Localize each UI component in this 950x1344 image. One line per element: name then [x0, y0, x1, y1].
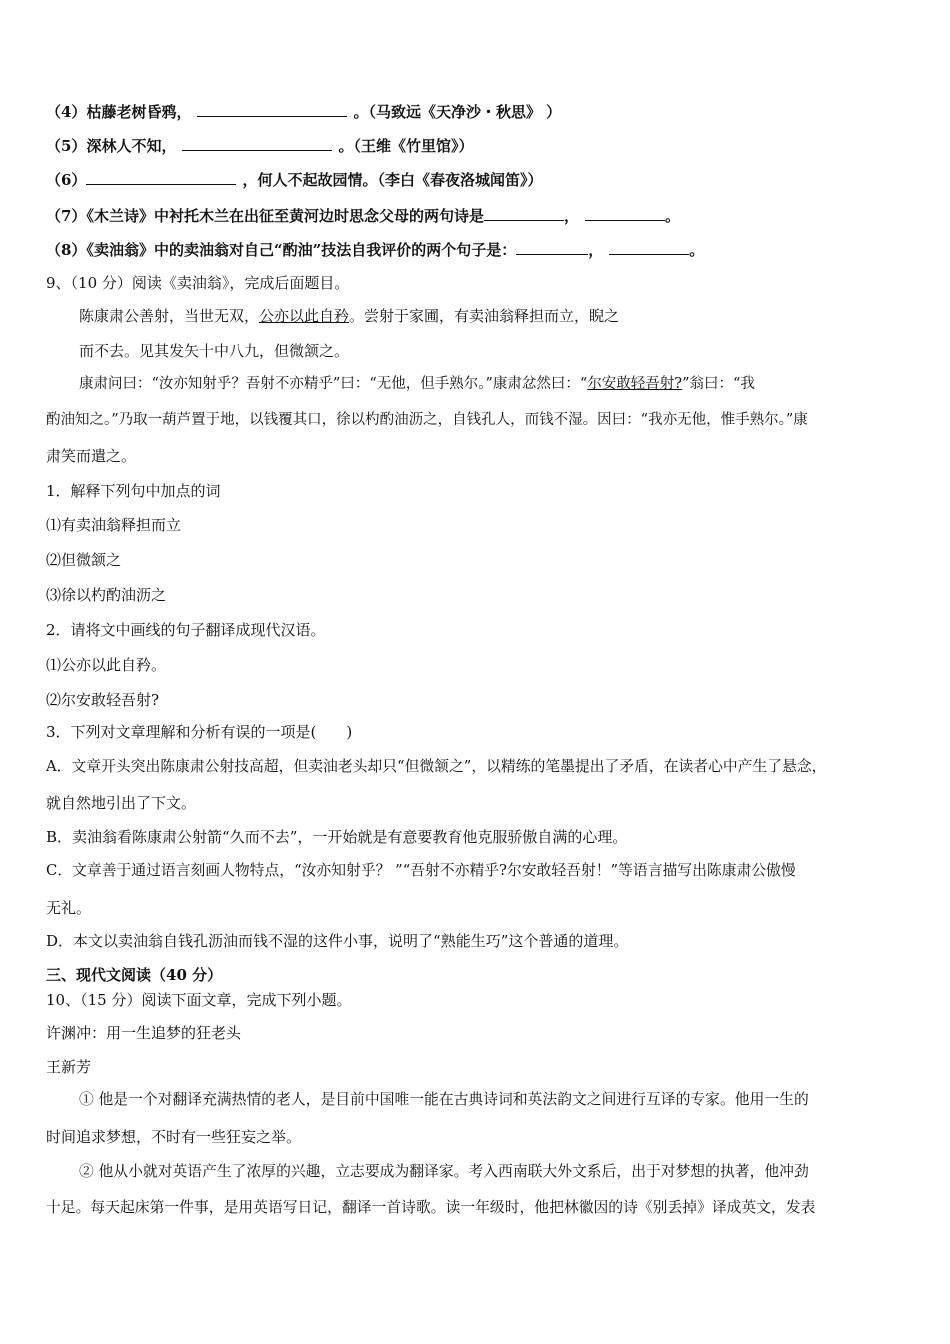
option-a: A．文章开头突出陈康肃公射技高超，但卖油老头却只“但微颔之”，以精练的笔墨提出了矛盾，在读者心中产生了悬念，	[46, 758, 827, 775]
prompt-text: 深林人不知，	[86, 137, 177, 155]
question-number: （8）	[46, 241, 87, 259]
question-8	[46, 240, 704, 260]
source-text: 。（王维《竹里馆》）	[338, 137, 474, 155]
answer-blank-1[interactable]	[516, 240, 588, 255]
question-6	[46, 170, 542, 190]
sub-item: ⑴有卖油翁释担而立	[46, 516, 182, 534]
option-a-cont: 就自然地引出了下文。	[46, 794, 197, 812]
passage-line	[79, 374, 755, 394]
article-line: 十足。每天起床第一件事，是用英语写日记，翻译一首诗歌。读一年级时，他把林徽因的诗《别丢掉》译成英文，发表	[46, 1199, 816, 1216]
answer-blank-1[interactable]	[484, 206, 564, 221]
source-text: ，何人不起故园情。（李白《春夜洛城闻笛》）	[242, 171, 543, 189]
passage-line	[79, 306, 619, 326]
underlined-sentence: 尔安敢轻吾射?	[587, 376, 683, 392]
prompt-text: 《木兰诗》中衬托木兰在出征至黄河边时思念父母的两句诗是	[86, 207, 484, 225]
separator: ，	[588, 241, 604, 259]
sub-item: ⑵尔安敢轻吾射?	[46, 691, 160, 709]
answer-blank-2[interactable]	[585, 206, 665, 221]
article-title: 许渊冲：用一生追梦的狂老头	[46, 1024, 242, 1042]
option-d: D．本文以卖油翁自钱孔沥油而钱不湿的这件小事，说明了“熟能生巧”这个普通的道理。	[46, 932, 629, 950]
section-heading: 三、现代文阅读（40 分）	[46, 966, 223, 984]
article-line: ② 他从小就对英语产生了浓厚的兴趣，立志要成为翻译家。考入西南联大外文系后，出于对梦想的执著，他冲劲	[79, 1163, 809, 1180]
article-line: 时间追求梦想，不时有一些狂妄之举。	[46, 1128, 302, 1146]
option-c: C．文章善于通过语言刻画人物特点，“汝亦知射乎？ ”“吾射不亦精乎?尔安敢轻吾射！”等语言描写出陈康肃公傲慢	[46, 862, 796, 879]
end-mark: 。	[689, 241, 705, 259]
underlined-sentence: 公亦以此自矜	[259, 307, 350, 325]
passage-line: 酌油知之。”乃取一葫芦置于地，以钱覆其口，徐以杓酌油沥之，自钱孔人，而钱不湿。因曰：“我亦无他，惟手熟尔。”康	[46, 412, 808, 428]
passage-text: ”翁曰：“我	[682, 376, 755, 392]
prompt-text: 《卖油翁》中的卖油翁对自己“酌油”技法自我评价的两个句子是：	[86, 241, 517, 259]
option-c-cont: 无礼。	[46, 899, 92, 917]
question-4	[46, 102, 561, 122]
article-author: 王新芳	[46, 1058, 92, 1076]
sub-item: ⑶徐以杓酌油沥之	[46, 586, 167, 604]
answer-blank[interactable]	[86, 170, 236, 185]
option-b: B．卖油翁看陈康肃公射箭“久而不去”，一开始就是有意要教育他克服骄傲自满的心理。	[46, 828, 628, 846]
sub-item: ⑴公亦以此自矜。	[46, 656, 167, 674]
question-7	[46, 206, 680, 226]
answer-blank[interactable]	[182, 136, 332, 151]
end-mark: 。	[664, 207, 680, 225]
q10-intro: 10、（15 分）阅读下面文章，完成下列小题。	[46, 991, 352, 1009]
question-number: （4）	[46, 103, 87, 121]
passage-text: 。尝射于家圃，有卖油翁释担而立，睨之	[349, 307, 620, 325]
sub-item: ⑵但微颔之	[46, 551, 122, 569]
question-5	[46, 136, 473, 156]
separator: ，	[563, 207, 579, 225]
q9-intro: 9、（10 分）阅读《卖油翁》，完成后面题目。	[46, 274, 350, 292]
sub-question-1: 1．解释下列句中加点的词	[46, 482, 221, 500]
passage-line: 肃笑而遣之。	[46, 447, 137, 465]
answer-blank-2[interactable]	[609, 240, 689, 255]
passage-line: 而不去。见其发矢十中八九，但微颔之。	[79, 342, 350, 360]
source-text: 。（马致远《天净沙・秋思》 ）	[353, 103, 562, 121]
question-number: （5）	[46, 137, 87, 155]
prompt-text: 枯藤老树昏鸦，	[86, 103, 192, 121]
passage-text: 康肃问曰：“汝亦知射乎？吾射不亦精乎”曰：“无他，但手熟尔。”康肃忿然曰：“	[79, 376, 588, 392]
question-number: （7）	[46, 207, 87, 225]
answer-blank[interactable]	[197, 102, 347, 117]
sub-question-2: 2．请将文中画线的句子翻译成现代汉语。	[46, 621, 326, 639]
sub-question-3: 3．下列对文章理解和分析有误的一项是( )	[46, 723, 353, 741]
passage-text: 陈康肃公善射，当世无双，	[79, 307, 260, 325]
question-number: （6）	[46, 171, 87, 189]
article-line: ① 他是一个对翻译充满热情的老人，是目前中国唯一能在古典诗词和英法韵文之间进行互译的专家。他用一生的	[79, 1091, 809, 1108]
